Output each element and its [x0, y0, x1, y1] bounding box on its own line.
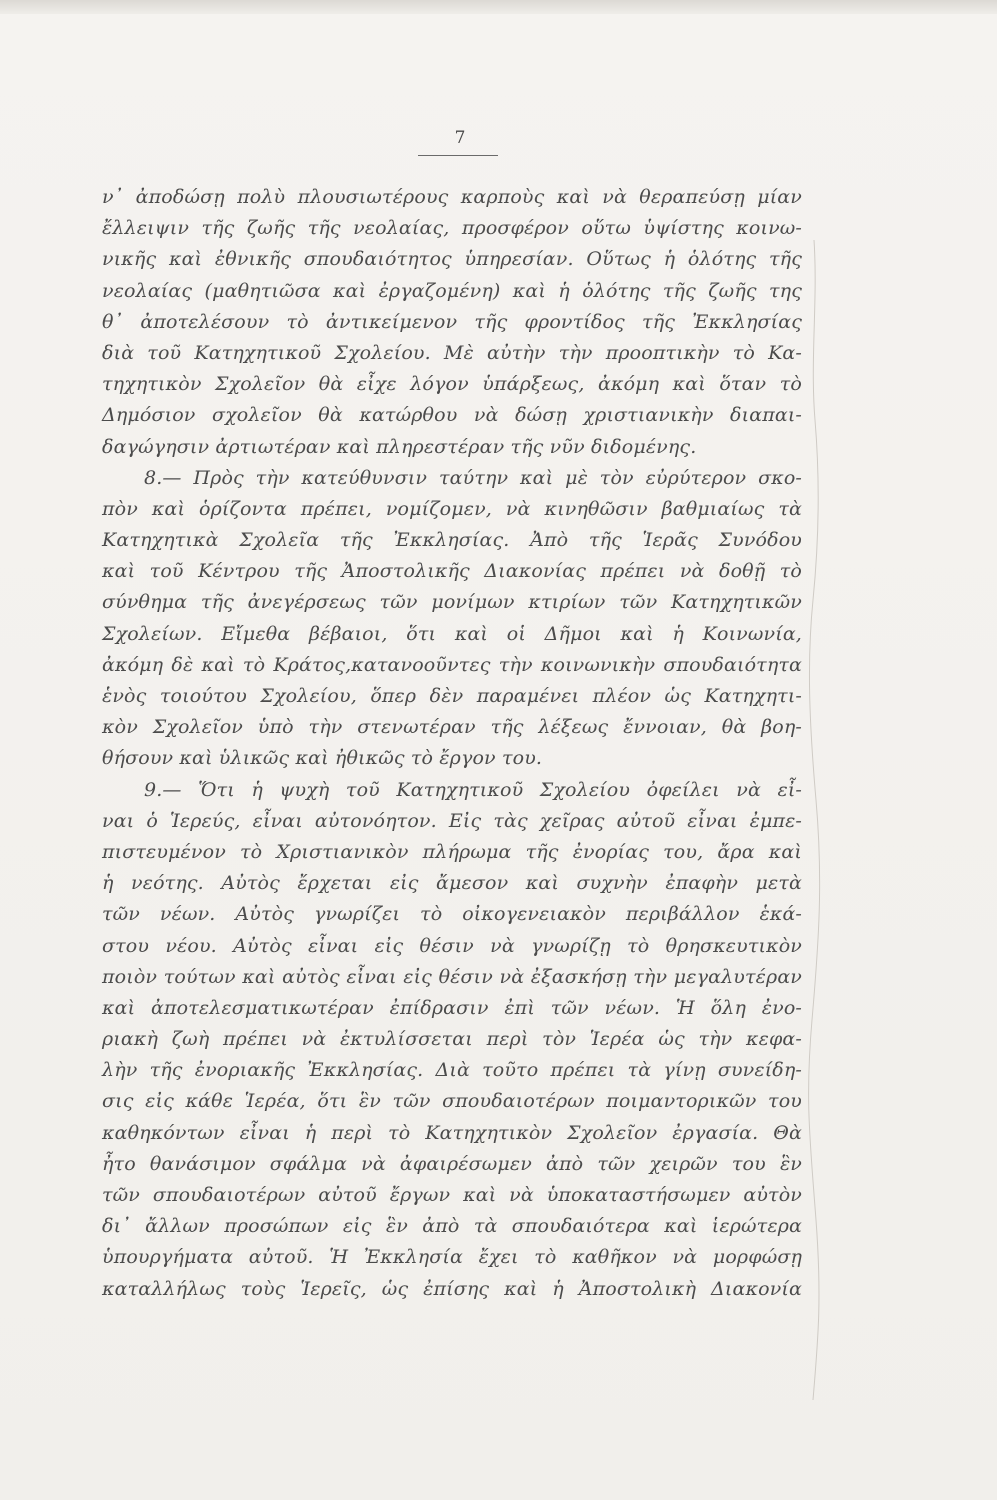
text-line: διὰ τοῦ Κατηχητικοῦ Σχολείου. Μὲ αὐτὴν τὴν προοπτικὴν τὸ Κα-: [102, 341, 802, 364]
text-line: σις εἰς κάθε Ἱερέα, ὅτι ἓν τῶν σπουδαιοτέρων ποιμαντορικῶν του: [102, 1090, 802, 1113]
text-line: πιστευμένον τὸ Χριστιανικὸν πλήρωμα τῆς ἐνορίας του, ἄρα καὶ: [102, 840, 802, 863]
page-top-shadow: [0, 0, 997, 14]
text-line: ναι ὁ Ἱερεύς, εἶναι αὐτονόητον. Εἰς τὰς χεῖρας αὐτοῦ εἶναι ἐμπε-: [102, 809, 802, 832]
text-line: καὶ ἀποτελεσματικωτέραν ἐπίδρασιν ἐπὶ τῶν νέων. Ἡ ὅλη ἐνο-: [102, 996, 802, 1019]
text-line: στου νέου. Αὐτὸς εἶναι εἰς θέσιν νὰ γνωρίζῃ τὸ θρησκευτικὸν: [102, 934, 802, 957]
page-number: 7: [454, 128, 466, 148]
text-line: Σχολείων. Εἴμεθα βέβαιοι, ὅτι καὶ οἱ Δῆμοι καὶ ἡ Κοινωνία,: [102, 622, 802, 645]
text-line: σύνθημα τῆς ἀνεγέρσεως τῶν μονίμων κτιρίων τῶν Κατηχητικῶν: [102, 591, 802, 614]
text-line: τηχητικὸν Σχολεῖον θὰ εἶχε λόγον ὑπάρξεως, ἀκόμη καὶ ὅταν τὸ: [102, 373, 802, 396]
paragraph-start-line: 9.— Ὅτι ἡ ψυχὴ τοῦ Κατηχητικοῦ Σχολείου ὀφείλει νὰ εἶ-: [144, 778, 802, 801]
body-text: [102, 182, 802, 1305]
text-line: καταλλήλως τοὺς Ἱερεῖς, ὡς ἐπίσης καὶ ἡ Ἀποστολικὴ Διακονία: [102, 1277, 802, 1300]
text-line: ἦτο θανάσιμον σφάλμα νὰ ἀφαιρέσωμεν ἀπὸ τῶν χειρῶν του ἓν: [102, 1152, 802, 1175]
text-line: νεολαίας (μαθητιῶσα καὶ ἐργαζομένη) καὶ ἡ ὁλότης τῆς ζωῆς της: [102, 279, 802, 302]
torn-page-edge: [807, 240, 821, 1400]
text-line: θ᾽ ἀποτελέσουν τὸ ἀντικείμενον τῆς φροντίδος τῆς Ἐκκλησίας: [102, 310, 802, 333]
page-number-rule: [418, 155, 498, 156]
text-line: ὑπουργήματα αὐτοῦ. Ἡ Ἐκκλησία ἔχει τὸ καθῆκον νὰ μορφώσῃ: [102, 1246, 802, 1269]
text-line: καὶ τοῦ Κέντρου τῆς Ἀποστολικῆς Διακονίας πρέπει νὰ δοθῇ τὸ: [102, 560, 802, 583]
text-line: ἀκόμη δὲ καὶ τὸ Κράτος,κατανοοῦντες τὴν κοινωνικὴν σπουδαιότητα: [102, 653, 802, 676]
text-line: τῶν νέων. Αὐτὸς γνωρίζει τὸ οἰκογενειακὸν περιβάλλον ἑκά-: [102, 903, 802, 926]
text-line: δαγώγησιν ἀρτιωτέραν καὶ πληρεστέραν τῆς νῦν διδομένης.: [102, 435, 697, 458]
text-line: δι᾽ ἄλλων προσώπων εἰς ἓν ἀπὸ τὰ σπουδαιότερα καὶ ἱερώτερα: [102, 1215, 802, 1238]
text-line: Κατηχητικὰ Σχολεῖα τῆς Ἐκκλησίας. Ἀπὸ τῆς Ἱερᾶς Συνόδου: [102, 529, 802, 552]
text-line: κὸν Σχολεῖον ὑπὸ τὴν στενωτέραν τῆς λέξεως ἔννοιαν, θὰ βοη-: [102, 716, 802, 739]
paragraph-start-line: 8.— Πρὸς τὴν κατεύθυνσιν ταύτην καὶ μὲ τὸν εὐρύτερον σκο-: [144, 466, 802, 489]
text-line: θήσουν καὶ ὑλικῶς καὶ ἠθικῶς τὸ ἔργον του.: [102, 747, 543, 770]
text-line: τῶν σπουδαιοτέρων αὐτοῦ ἔργων καὶ νὰ ὑποκαταστήσωμεν αὐτὸν: [102, 1184, 802, 1206]
text-line: Δημόσιον σχολεῖον θὰ κατώρθου νὰ δώσῃ χριστιανικὴν διαπαι-: [102, 404, 802, 427]
text-line: ἔλλειψιν τῆς ζωῆς τῆς νεολαίας, προσφέρον οὕτω ὑψίστης κοινω-: [102, 217, 802, 240]
text-line: λὴν τῆς ἐνοριακῆς Ἐκκλησίας. Διὰ τοῦτο πρέπει τὰ γίνῃ συνείδη-: [102, 1059, 802, 1082]
text-line: ποιὸν τούτων καὶ αὐτὸς εἶναι εἰς θέσιν νὰ ἐξασκήσῃ τὴν μεγαλυτέραν: [102, 965, 802, 988]
text-line: ν᾽ ἀποδώσῃ πολὺ πλουσιωτέρους καρποὺς καὶ νὰ θεραπεύσῃ μίαν: [102, 186, 802, 208]
text-line: καθηκόντων εἶναι ἡ περὶ τὸ Κατηχητικὸν Σχολεῖον ἐργασία. Θὰ: [102, 1121, 802, 1144]
text-line: νικῆς καὶ ἐθνικῆς σπουδαιότητος ὑπηρεσίαν. Οὕτως ἡ ὁλότης τῆς: [102, 248, 802, 271]
text-line: ριακὴ ζωὴ πρέπει νὰ ἐκτυλίσσεται περὶ τὸν Ἱερέα ὡς τὴν κεφα-: [102, 1028, 802, 1051]
text-line: πὸν καὶ ὁρίζοντα πρέπει, νομίζομεν, νὰ κινηθῶσιν βαθμιαίως τὰ: [102, 497, 802, 520]
text-line: ἑνὸς τοιούτου Σχολείου, ὅπερ δὲν παραμένει πλέον ὡς Κατηχητι-: [102, 685, 802, 707]
text-line: ἡ νεότης. Αὐτὸς ἔρχεται εἰς ἄμεσον καὶ συχνὴν ἐπαφὴν μετὰ: [102, 872, 802, 895]
